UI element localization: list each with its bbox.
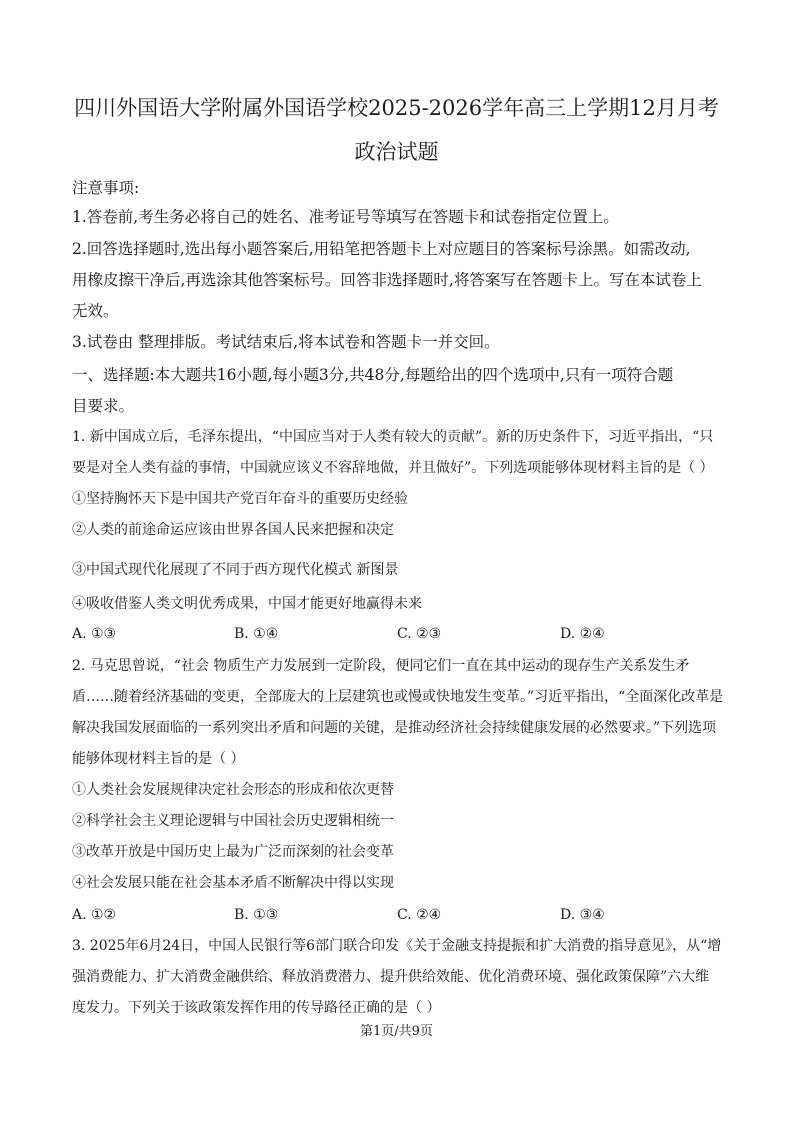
option-b: B. ①④ <box>234 626 279 642</box>
question-1-stem: 1. 新中国成立后，毛泽东提出，“中国应当对于人类有较大的贡献”。新的历史条件下，习近平指出，“只 <box>72 429 714 445</box>
question-2-statement: ③改革开放是中国历史上最为广泛而深刻的社会变革 <box>72 844 394 860</box>
notice-item: 1.答卷前,考生务必将自己的姓名、准考证号等填写在答题卡和试卷指定位置上。 <box>72 208 619 226</box>
exam-title: 四川外国语大学附属外国语学校2025-2026学年高三上学期12月月考 <box>74 96 719 120</box>
question-1-options <box>72 624 732 644</box>
notice-item: 无效。 <box>72 302 119 320</box>
question-2-stem: 盾……随着经济基础的变更，全部庞大的上层建筑也或慢或快地发生变革。”习近平指出，“全面深化改革是 <box>72 689 724 705</box>
exam-subject: 政治试题 <box>354 140 439 164</box>
option-c: C. ②③ <box>397 626 442 642</box>
question-2-statement: ④社会发展只能在社会基本矛盾不断解决中得以实现 <box>72 875 394 891</box>
question-2-statement: ①人类社会发展规律决定社会形态的形成和依次更替 <box>72 782 394 798</box>
question-1-statement: ④吸收借鉴人类文明优秀成果，中国才能更好地赢得未来 <box>72 596 422 612</box>
question-2-statement: ②科学社会主义理论逻辑与中国社会历史逻辑相统一 <box>72 813 394 829</box>
question-1-stem: 要是对全人类有益的事情，中国就应该义不容辞地做，并且做好”。下列选项能够体现材料主旨的是（ ） <box>72 460 714 476</box>
question-3-stem: 强消费能力、扩大消费金融供给、释放消费潜力、提升供给效能、优化消费环境、强化政策保障”六大维 <box>72 969 710 985</box>
option-b: B. ①③ <box>234 907 279 923</box>
notice-heading: 注意事项: <box>72 179 140 197</box>
question-3-stem: 3. 2025年6月24日，中国人民银行等6部门联合印发《关于金融支持提振和扩大消费的指导意见》，从“增 <box>72 938 722 954</box>
notice-item: 用橡皮擦干净后,再选涂其他答案标号。回答非选择题时,将答案写在答题卡上。写在本试卷上 <box>72 271 702 289</box>
option-c: C. ②④ <box>397 907 442 923</box>
question-2-stem: 能够体现材料主旨的是（ ） <box>72 751 245 767</box>
question-2-stem: 解决我国发展面临的一系列突出矛盾和问题的关键，是推动经济社会持续健康发展的必然要求。”下列选项 <box>72 720 717 736</box>
question-1-statement: ①坚持胸怀天下是中国共产党百年奋斗的重要历史经验 <box>72 491 408 507</box>
question-3-stem: 度发力。下列关于该政策发挥作用的传导路径正确的是（ ） <box>72 1000 441 1016</box>
option-d: D. ②④ <box>560 626 605 642</box>
section-heading: 目要求。 <box>72 397 135 415</box>
question-2-options <box>72 905 732 925</box>
question-2-stem: 2. 马克思曾说，“社会 物质生产力发展到一定阶段，便同它们一直在其中运动的现存生产关系发生矛 <box>72 658 690 674</box>
question-1-statement: ③中国式现代化展现了不同于西方现代化模式 新图景 <box>72 562 399 578</box>
page-footer: 第1页/共9页 <box>360 1024 433 1039</box>
option-a: A. ①② <box>72 907 117 923</box>
option-d: D. ③④ <box>560 907 605 923</box>
section-heading: 一、选择题:本大题共16小题,每小题3分,共48分,每题给出的四个选项中,只有一项符合题 <box>72 366 674 384</box>
question-1-statement: ②人类的前途命运应该由世界各国人民来把握和决定 <box>72 522 394 538</box>
notice-item: 2.回答选择题时,选出每小题答案后,用铅笔把答题卡上对应题目的答案标号涂黑。如需改动, <box>72 240 691 258</box>
option-a: A. ①③ <box>72 626 117 642</box>
notice-item: 3.试卷由 整理排版。考试结束后,将本试卷和答题卡一并交回。 <box>72 333 500 351</box>
